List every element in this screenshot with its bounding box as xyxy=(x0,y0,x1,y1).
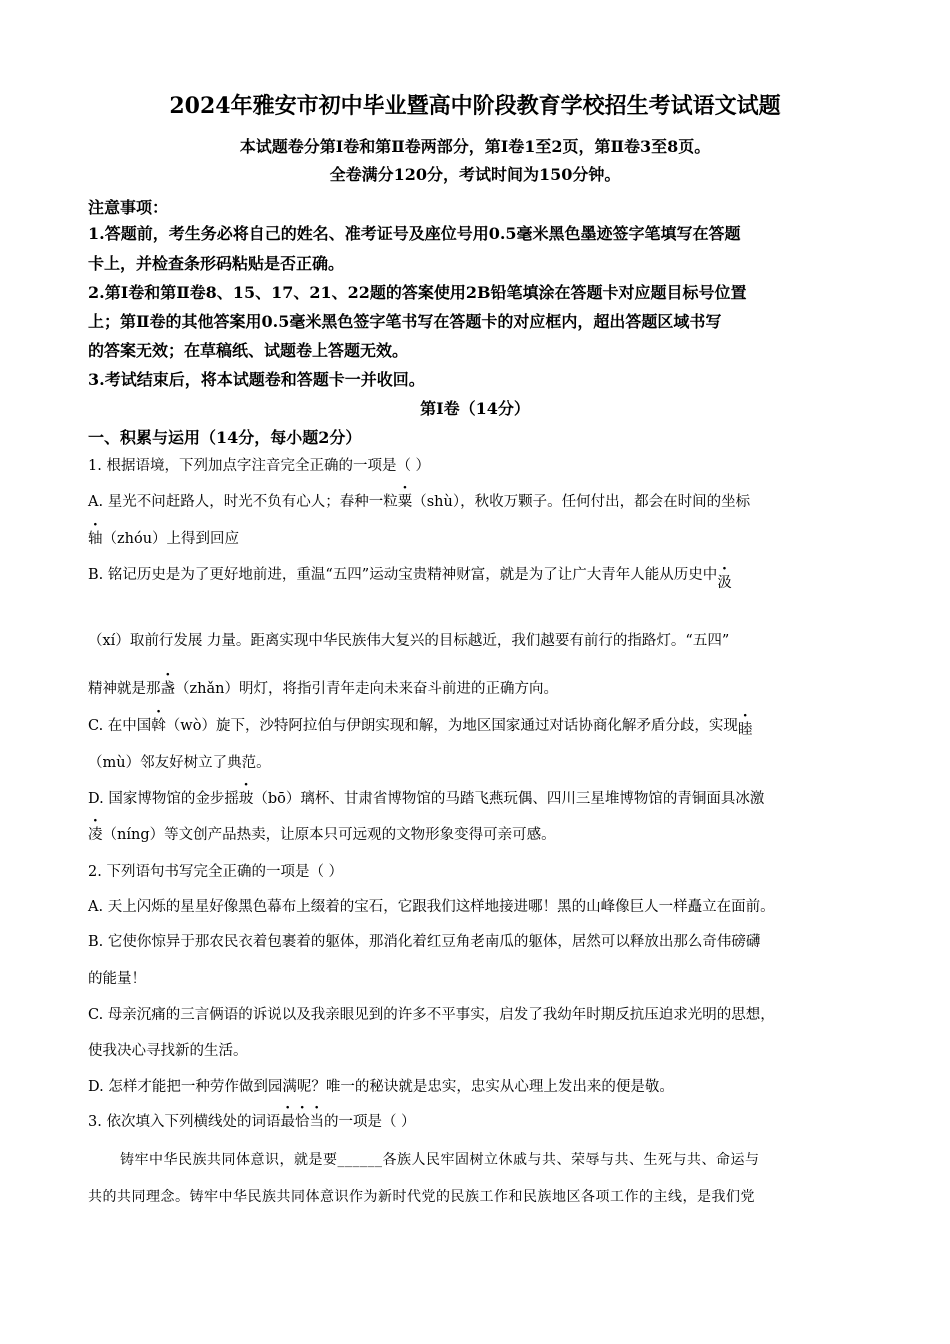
q1-option-a-line1 xyxy=(88,492,750,512)
text: （zhǎn）明灯，将指引青年走向未来奋斗前进的正确方向。 xyxy=(175,681,558,697)
q1-option-b-line1 xyxy=(88,565,732,591)
dotted-char: 盏 xyxy=(160,681,175,697)
dotted-char: 恰 xyxy=(294,1114,310,1130)
text: （shù），秋收万颗子。任何付出，都会在时间的坐标 xyxy=(412,494,751,510)
q2-option-d: D. 怎样才能把一种劳作做到园满呢？唯一的秘诀就是忠实，忠实从心理上发出来的便是敬。 xyxy=(88,1079,674,1095)
text: C. 在中国 xyxy=(88,718,152,734)
part1-heading: 第Ⅰ卷（14分） xyxy=(420,399,530,418)
text: （bō）璃杯、甘肃省博物馆的马踏飞燕玩偶、四川三星堆博物馆的青铜面具冰激 xyxy=(253,791,765,807)
text: 3. 依次填入下列横线处的词语 xyxy=(88,1114,281,1130)
text: 精神就是那 xyxy=(88,681,161,697)
subtitle-line-2: 全卷满分120分，考试时间为150分钟。 xyxy=(329,165,621,184)
dotted-char: 汲 xyxy=(717,575,732,591)
q3-passage-line2: 共的共同理念。铸牢中华民族共同体意识作为新时代党的民族工作和民族地区各项工作的主线，是我们党 xyxy=(88,1189,755,1205)
q3-stem xyxy=(88,1112,416,1132)
q2-option-b-line1: B. 它使你惊异于那农民衣着包裹着的躯体，那消化着红豆角老南瓜的躯体，居然可以释放出那么奇伟磅礴 xyxy=(88,934,761,950)
dotted-char: 最 xyxy=(280,1114,295,1130)
dotted-char: 轴 xyxy=(88,531,103,547)
text: 的一项是（ ） xyxy=(323,1114,416,1130)
dotted-char: 当 xyxy=(309,1114,324,1130)
q2-option-a: A. 天上闪烁的星星好像黑色幕布上缀着的宝石，它跟我们这样地接进哪！黑的山峰像巨人一样矗立在面前。 xyxy=(88,899,775,915)
text: A. 星光不问赶路人，时光不负有心人；春种一粒 xyxy=(88,494,398,510)
dotted-char: 粟 xyxy=(397,494,413,510)
text: （wò）旋下，沙特阿拉伯与伊朗实现和解，为地区国家通过对话协商化解矛盾分歧，实现 xyxy=(165,718,738,734)
q1-option-d-line2 xyxy=(88,825,556,845)
notice-line: 3.考试结束后，将本试题卷和答题卡一并收回。 xyxy=(88,370,425,389)
q1-option-c-line1 xyxy=(88,716,752,736)
q1-option-c-line2: （mù）邻友好树立了典范。 xyxy=(88,755,271,771)
text: B. 铭记历史是为了更好地前进，重温“五四”运动宝贵精神财富，就是为了让广大青年人能从历史中 xyxy=(88,567,718,583)
q3-passage-line1: 铸牢中华民族共同体意识，就是要______各族人民牢固树立休戚与共、荣辱与共、生死与共、命运与 xyxy=(120,1152,760,1168)
text: （zhóu）上得到回应 xyxy=(102,531,240,547)
notice-heading: 注意事项： xyxy=(88,198,169,217)
q1-stem: 1. 根据语境，下列加点字注音完全正确的一项是（ ） xyxy=(88,458,431,474)
text: （níng）等文创产品热卖，让原本只可远观的文物形象变得可亲可感。 xyxy=(102,827,556,843)
q2-option-c-line1: C. 母亲沉痛的三言俩语的诉说以及我亲眼见到的许多不平事实，启发了我幼年时期反抗压迫求光明的思想， xyxy=(88,1007,775,1023)
q1-option-d-line1 xyxy=(88,789,764,809)
dotted-char: 玻 xyxy=(238,791,254,807)
dotted-char: 睦 xyxy=(737,722,753,738)
q2-stem: 2. 下列语句书写完全正确的一项是（ ） xyxy=(88,864,344,880)
dotted-char: 凌 xyxy=(88,827,103,843)
notice-line: 的答案无效；在草稿纸、试题卷上答题无效。 xyxy=(88,341,409,360)
q1-option-a-line2 xyxy=(88,529,239,549)
dotted-char: 斡 xyxy=(151,718,166,734)
notice-line: 1.答题前，考生务必将自己的姓名、准考证号及座位号用0.5毫米黑色墨迹签字笔填写在答题 xyxy=(88,224,741,243)
q2-option-c-line2: 使我决心寻找新的生活。 xyxy=(88,1043,248,1059)
page-title: 2024年雅安市初中毕业暨高中阶段教育学校招生考试语文试题 xyxy=(169,93,781,119)
q1-option-b-line2: （xí）取前行发展 力量。距离实现中华民族伟大复兴的目标越近，我们越要有前行的指路灯。“五四” xyxy=(88,633,730,649)
text: D. 国家博物馆的金步摇 xyxy=(88,791,239,807)
notice-line: 上；第Ⅱ卷的其他答案用0.5毫米黑色签字笔书写在答题卡的对应框内，超出答题区域书写 xyxy=(88,312,722,331)
section1-heading: 一、积累与运用（14分，每小题2分） xyxy=(88,428,362,447)
notice-line: 卡上，并检查条形码粘贴是否正确。 xyxy=(88,254,345,273)
notice-line: 2.第Ⅰ卷和第Ⅱ卷8、15、17、21、22题的答案使用2B铅笔填涂在答题卡对应题目标号位置 xyxy=(88,283,747,302)
q1-option-b-line3 xyxy=(88,679,558,699)
q2-option-b-line2: 的能量！ xyxy=(88,971,146,987)
subtitle-line-1: 本试题卷分第Ⅰ卷和第Ⅱ卷两部分，第Ⅰ卷1至2页，第Ⅱ卷3至8页。 xyxy=(239,137,711,156)
